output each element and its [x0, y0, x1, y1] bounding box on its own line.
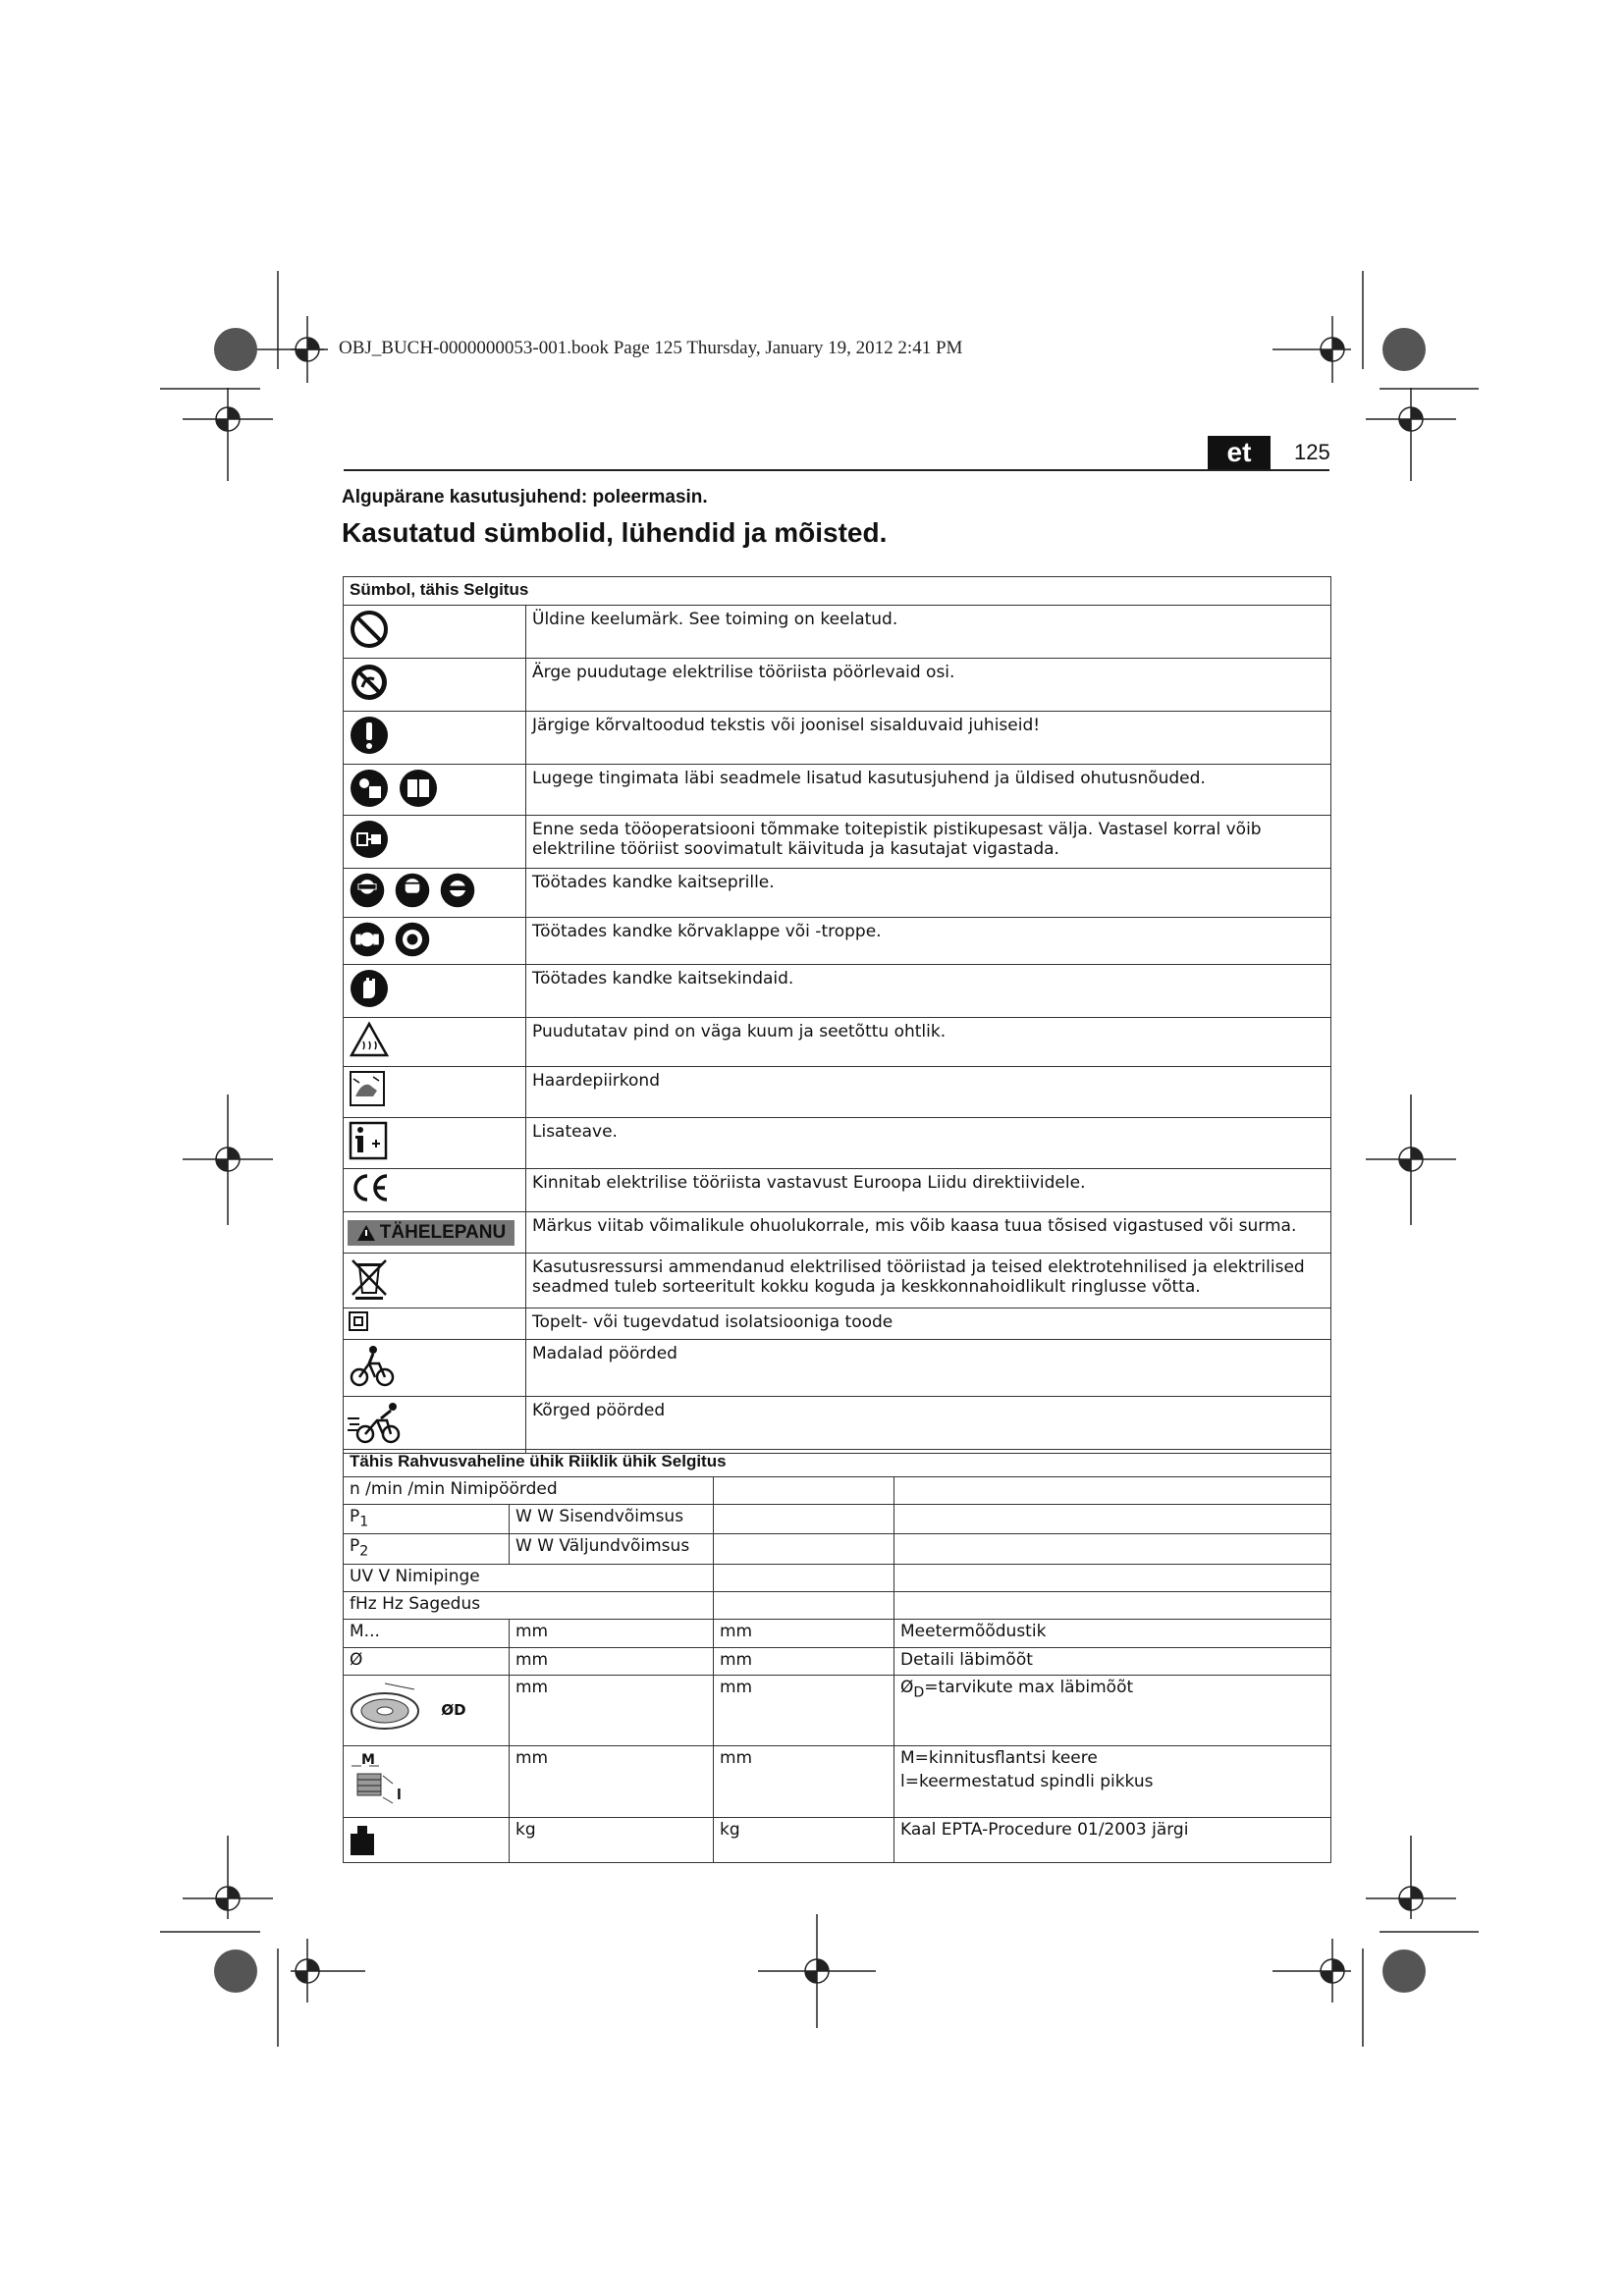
unit-cell [344, 1817, 510, 1862]
slow-bicycle-icon [348, 1342, 397, 1389]
table-row [344, 1591, 1331, 1619]
double-insulation-icon [348, 1310, 369, 1332]
symbol-description: Kinnitab elektrilise tööriista vastavust Euroopa Liidu direktiividele. [526, 1169, 1331, 1212]
symbol-description: Järgige kõrvaltoodud tekstis või joonisel sisalduvaid juhiseid! [526, 712, 1331, 765]
unit-cell: mm [510, 1619, 714, 1647]
attention-label-text: TÄHELEPANU [379, 1222, 507, 1243]
warning-triangle-icon [356, 1224, 376, 1242]
spindle-thread-icon [348, 1750, 426, 1813]
unit-cell: Kaal EPTA-Procedure 01/2003 järgi [894, 1817, 1331, 1862]
unit-cell: W W Väljundvõimsus [510, 1534, 714, 1564]
table-row [344, 1817, 1331, 1862]
symbol-description: Enne seda tööoperatsiooni tõmmake toitepistik pistikupesast välja. Vastasel korral võib elektriline tööriist soovimatult käivituda ja kasutajat vigastada. [526, 816, 1331, 869]
table-row [344, 1308, 1331, 1340]
table-row [344, 1534, 1331, 1564]
unit-cell [894, 1477, 1331, 1505]
symbol-description: Haardepiirkond [526, 1067, 1331, 1118]
unit-cell [714, 1477, 894, 1505]
diameter-symbol: Ø [900, 1677, 914, 1697]
table-row [344, 1067, 1331, 1118]
symbols-table [343, 576, 1331, 1454]
table-row [344, 1647, 1331, 1675]
unit-cell [894, 1591, 1331, 1619]
symbol-description: Puudutatav pind on väga kuum ja seetõttu ohtlik. [526, 1018, 1331, 1067]
table-row [344, 1477, 1331, 1505]
unit-cell: mm [714, 1647, 894, 1675]
symbols-table-header: Sümbol, tähis Selgitus [344, 577, 1331, 606]
unit-cell: Detaili läbimõõt [894, 1647, 1331, 1675]
symbol-description: Madalad pöörded [526, 1340, 1331, 1397]
print-slug: OBJ_BUCH-0000000053-001.book Page 125 Thursday, January 19, 2012 2:41 PM [339, 338, 963, 358]
disc-diameter-label: ØD [441, 1700, 466, 1719]
unit-cell [894, 1745, 1331, 1817]
table-row [344, 1397, 1331, 1454]
symbol-description: Märkus viitab võimalikule ohuolukorrale, mis võib kaasa tuua tõsised vigastused või surma. [526, 1212, 1331, 1254]
table-row [344, 1340, 1331, 1397]
unit-cell [344, 1505, 510, 1534]
table-row [344, 1254, 1331, 1308]
read-manual-icon [348, 767, 391, 810]
unit-cell: M... [344, 1619, 510, 1647]
attention-label-icon [348, 1220, 514, 1246]
unit-cell [894, 1505, 1331, 1534]
header-rule [344, 469, 1329, 471]
hot-surface-icon [348, 1020, 391, 1059]
units-table [343, 1449, 1331, 1863]
grip-area-icon [348, 1069, 387, 1108]
unit-cell [344, 1745, 510, 1817]
unit-cell [894, 1564, 1331, 1591]
symbol-subscript: 2 [359, 1543, 369, 1560]
symbol-description: Töötades kandke kaitsekindaid. [526, 965, 1331, 1018]
unit-cell: fHz Hz Sagedus [344, 1591, 714, 1619]
unplug-icon [348, 818, 391, 861]
unit-cell: kg [510, 1817, 714, 1862]
table-row [344, 869, 1331, 918]
unit-cell: kg [714, 1817, 894, 1862]
page-number: 125 [1294, 440, 1330, 464]
unit-cell: mm [510, 1675, 714, 1745]
manual-subtitle: Algupärane kasutusjuhend: poleermasin. [342, 487, 708, 507]
table-row [344, 1018, 1331, 1067]
unit-cell: mm [714, 1675, 894, 1745]
unit-cell: W W Sisendvõimsus [510, 1505, 714, 1534]
symbol-description: Kasutusressursi ammendanud elektrilised tööriistad ja teised elektrotehnilised ja elektrilised seadmed tuleb sorteeritult kokku koguda ja keskkonnahoidlikult ringlusse võtta. [526, 1254, 1331, 1308]
symbol-description: Ärge puudutage elektrilise tööriista pöörlevaid osi. [526, 659, 1331, 712]
fast-bicycle-icon [348, 1399, 405, 1446]
table-row [344, 606, 1331, 659]
info-icon [348, 1120, 389, 1161]
unit-cell: UV V Nimipinge [344, 1564, 714, 1591]
unit-cell: mm [510, 1647, 714, 1675]
weight-icon [348, 1824, 377, 1857]
unit-cell [714, 1534, 894, 1564]
prohibition-icon [348, 608, 391, 651]
table-row [344, 1118, 1331, 1169]
unit-cell [344, 1675, 510, 1745]
table-row [344, 1675, 1331, 1745]
language-badge: et [1208, 436, 1271, 469]
thread-line-1: M=kinnitusflantsi keere [900, 1747, 1098, 1768]
ce-mark-icon [348, 1171, 393, 1204]
table-row [344, 765, 1331, 816]
table-row [344, 918, 1331, 965]
symbol-description: Lisateave. [526, 1118, 1331, 1169]
table-row [344, 712, 1331, 765]
symbol-description: Topelt- või tugevdatud isolatsiooniga toode [526, 1308, 1331, 1340]
diameter-subscript: D [913, 1684, 925, 1701]
symbol-description: Töötades kandke kaitseprille. [526, 869, 1331, 918]
unit-cell [714, 1591, 894, 1619]
table-row [344, 1564, 1331, 1591]
symbol-description: Üldine keelumärk. See toiming on keelatud. [526, 606, 1331, 659]
unit-cell: Meetermõõdustik [894, 1619, 1331, 1647]
table-row [344, 1169, 1331, 1212]
unit-cell: mm [510, 1745, 714, 1817]
table-row [344, 1745, 1331, 1817]
table-row [344, 816, 1331, 869]
unit-cell: mm [714, 1745, 894, 1817]
unit-cell [344, 1534, 510, 1564]
unit-cell [714, 1505, 894, 1534]
units-table-header [344, 1450, 1331, 1477]
thread-line-2: l=keermestatud spindli pikkus [900, 1771, 1154, 1791]
table-row [344, 1212, 1331, 1254]
diameter-text: =tarvikute max läbimõõt [924, 1677, 1134, 1697]
page-title: Kasutatud sümbolid, lühendid ja mõisted. [342, 517, 888, 548]
goggles-icon [348, 871, 387, 910]
thread-label-m: M [361, 1751, 375, 1768]
units-header-text: Tähis Rahvusvaheline ühik Riiklik ühik Selgitus [350, 1452, 727, 1470]
manual-book-icon [397, 767, 440, 810]
table-row [344, 659, 1331, 712]
unit-cell [714, 1564, 894, 1591]
exclamation-icon [348, 714, 391, 757]
ear-plugs-icon [393, 920, 432, 959]
symbol-subscript: 1 [359, 1514, 369, 1530]
symbol-description: Lugege tingimata läbi seadmele lisatud kasutusjuhend ja üldised ohutusnõuded. [526, 765, 1331, 816]
symbol-description: Töötades kandke kõrvaklappe või -troppe. [526, 918, 1331, 965]
table-row [344, 1505, 1331, 1534]
symbol-description: Kõrged pöörded [526, 1397, 1331, 1454]
table-row [344, 965, 1331, 1018]
unit-cell [894, 1675, 1331, 1745]
no-touch-rotating-icon [348, 661, 391, 704]
weee-bin-icon [348, 1255, 391, 1301]
unit-cell: mm [714, 1619, 894, 1647]
table-row [344, 1619, 1331, 1647]
face-shield-icon [393, 871, 432, 910]
disc-diameter-icon [346, 1680, 454, 1736]
unit-cell [894, 1534, 1331, 1564]
symbol-text: P [350, 1536, 360, 1557]
unit-cell: Ø [344, 1647, 510, 1675]
symbol-text: P [350, 1507, 360, 1526]
gloves-icon [348, 967, 391, 1010]
unit-cell: n /min /min Nimipöörded [344, 1477, 714, 1505]
ear-muffs-icon [348, 920, 387, 959]
glasses-icon [438, 871, 477, 910]
thread-label-l: l [397, 1787, 402, 1803]
